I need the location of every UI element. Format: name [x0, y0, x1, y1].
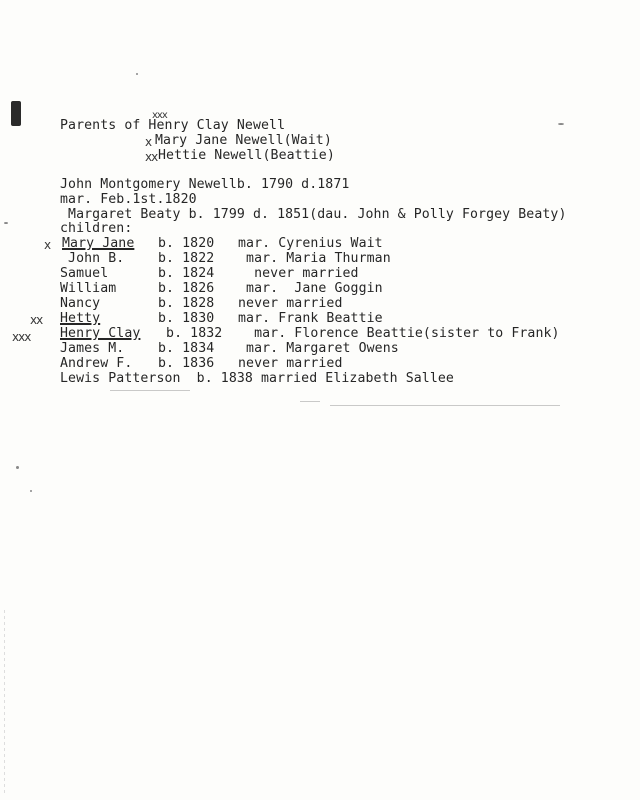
sub2-x-mark: xx: [145, 150, 158, 164]
scan-speck: [30, 490, 32, 492]
father-line: John Montgomery Newellb. 1790 d.1871: [60, 177, 350, 192]
scan-speck: [558, 123, 564, 125]
child-name: William: [60, 281, 117, 296]
scan-smudge: [330, 405, 560, 406]
child-note: mar. Cyrenius Wait: [238, 236, 383, 251]
henry-x-mark: xxx: [12, 330, 31, 344]
scan-speck: [136, 73, 138, 75]
child-name: Mary Jane: [62, 236, 135, 251]
children-label: children:: [60, 221, 133, 236]
child-note: mar. Frank Beattie: [238, 311, 383, 326]
sub1-x-mark: x: [145, 135, 152, 149]
mother-line: Margaret Beaty b. 1799 d. 1851(dau. John & Polly Forgey Beaty): [60, 207, 567, 222]
child-born: b. 1826: [158, 281, 215, 296]
page-title: Parents of Henry Clay Newell: [60, 118, 286, 133]
child-name: John B.: [60, 251, 125, 266]
child-born: b. 1824: [158, 266, 215, 281]
child-born: b. 1830: [158, 311, 215, 326]
child-born: b. 1822: [158, 251, 215, 266]
child-note: mar. Florence Beattie(sister to Frank): [238, 326, 560, 341]
child-note: never married: [238, 356, 343, 371]
child-name: Henry Clay: [60, 326, 141, 341]
staple-mark: [11, 101, 21, 126]
child-note: mar. Jane Goggin: [238, 281, 383, 296]
child-name: Samuel: [60, 266, 109, 281]
child-name: James M.: [60, 341, 125, 356]
scan-smudge: [110, 390, 190, 391]
scan-speck: [4, 222, 8, 224]
child-note: never married: [238, 296, 343, 311]
child-born: b. 1832: [158, 326, 223, 341]
margin-artifact: [4, 610, 5, 795]
heading-sub2: Hettie Newell(Beattie): [158, 148, 335, 163]
child-note: mar. Margaret Owens: [238, 341, 399, 356]
last-child-line: Lewis Patterson b. 1838 married Elizabeth Sallee: [60, 371, 454, 386]
mary-x-mark: x: [44, 238, 51, 252]
child-born: b. 1828: [158, 296, 215, 311]
child-name: Nancy: [60, 296, 101, 311]
hetty-x-mark: xx: [30, 313, 43, 327]
scan-speck: [16, 466, 19, 469]
title-x-mark: xxx: [152, 110, 167, 121]
child-name: Hetty: [60, 311, 101, 326]
heading-sub1: Mary Jane Newell(Wait): [155, 133, 332, 148]
child-born: b. 1836: [158, 356, 215, 371]
child-born: b. 1820: [158, 236, 215, 251]
child-born: b. 1834: [158, 341, 215, 356]
child-note: never married: [238, 266, 359, 281]
child-note: mar. Maria Thurman: [238, 251, 391, 266]
marriage-line: mar. Feb.1st.1820: [60, 192, 197, 207]
child-name: Andrew F.: [60, 356, 133, 371]
scan-smudge: [300, 401, 320, 402]
